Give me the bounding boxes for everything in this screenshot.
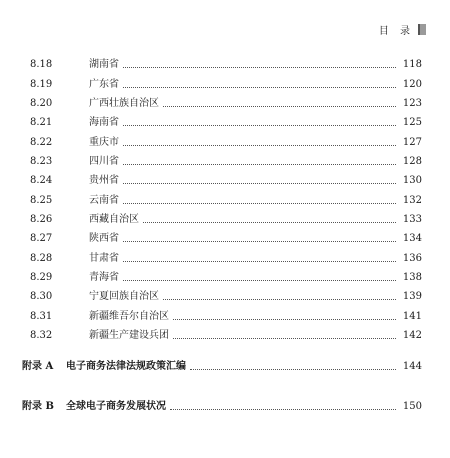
dot-leader <box>123 124 396 126</box>
entry-number: 8.19 <box>30 78 53 90</box>
entry-number: 8.31 <box>30 310 53 322</box>
toc-entry[interactable] <box>0 265 450 284</box>
entry-page: 141 <box>402 310 422 322</box>
entry-page: 125 <box>402 117 422 129</box>
entry-title: 甘肃省 <box>89 252 119 264</box>
toc-entry[interactable] <box>0 226 450 245</box>
entry-page: 120 <box>402 78 422 90</box>
toc-entry[interactable] <box>0 284 450 303</box>
entry-title: 贵州省 <box>89 175 119 187</box>
entry-page: 142 <box>402 330 422 342</box>
entry-page: 118 <box>402 59 422 71</box>
toc-entry[interactable] <box>0 129 450 148</box>
entry-page: 133 <box>402 214 422 226</box>
entry-number: 8.26 <box>30 214 53 226</box>
entry-title: 重庆市 <box>89 136 119 148</box>
entry-page: 134 <box>402 233 422 245</box>
entry-page: 138 <box>402 272 422 284</box>
entry-title: 新疆生产建设兵团 <box>89 330 169 342</box>
entry-number: 8.30 <box>30 291 53 303</box>
toc-entry[interactable] <box>0 187 450 206</box>
dot-leader <box>123 86 396 88</box>
entry-number: 8.18 <box>30 59 53 71</box>
entry-number: 8.24 <box>30 175 53 187</box>
dot-leader <box>123 144 396 146</box>
appendix-page: 150 <box>402 401 422 412</box>
entry-title: 广西壮族自治区 <box>89 98 159 110</box>
toc-entry[interactable] <box>0 168 450 187</box>
entry-number: 8.20 <box>30 98 53 110</box>
appendix-entry-b[interactable] <box>0 401 450 413</box>
dot-leader <box>123 260 396 262</box>
toc-entry[interactable] <box>0 91 450 110</box>
entry-number: 8.22 <box>30 136 53 148</box>
entry-page: 128 <box>402 156 422 168</box>
toc-entry[interactable] <box>0 52 450 71</box>
dot-leader <box>123 202 396 204</box>
entry-title: 新疆维吾尔自治区 <box>89 310 169 322</box>
appendix-title: 全球电子商务发展状况 <box>66 401 166 412</box>
page-header <box>379 22 426 36</box>
entry-title: 宁夏回族自治区 <box>89 291 159 303</box>
entry-title: 四川省 <box>89 156 119 168</box>
dot-leader <box>190 368 396 370</box>
dot-leader <box>173 318 396 320</box>
dot-leader <box>143 221 396 223</box>
appendix-label: 附录 B <box>22 401 54 412</box>
toc-entry[interactable] <box>0 110 450 129</box>
entry-title: 广东省 <box>89 78 119 90</box>
dot-leader <box>123 182 396 184</box>
entry-number: 8.23 <box>30 156 53 168</box>
entry-number: 8.25 <box>30 194 53 206</box>
appendix-title: 电子商务法律法规政策汇编 <box>66 361 186 372</box>
dot-leader <box>163 298 396 300</box>
entry-title: 海南省 <box>89 117 119 129</box>
appendix-label: 附录 A <box>22 361 54 372</box>
appendix-entry-a[interactable] <box>0 361 450 373</box>
dot-leader <box>123 66 396 68</box>
entry-page: 136 <box>402 252 422 264</box>
header-label: 目 录 <box>378 25 414 37</box>
toc-entry[interactable] <box>0 303 450 322</box>
entry-page: 130 <box>402 175 422 187</box>
header-bar-decoration <box>418 24 426 35</box>
entry-number: 8.32 <box>30 330 53 342</box>
entry-page: 127 <box>402 136 422 148</box>
dot-leader <box>123 279 396 281</box>
appendix-page: 144 <box>402 361 422 372</box>
entry-number: 8.21 <box>30 117 53 129</box>
dot-leader <box>173 337 396 339</box>
entry-title: 云南省 <box>89 194 119 206</box>
dot-leader <box>123 163 396 165</box>
entry-page: 139 <box>402 291 422 303</box>
toc-entry[interactable] <box>0 245 450 264</box>
entry-number: 8.29 <box>30 272 53 284</box>
toc-entry[interactable] <box>0 71 450 90</box>
entry-page: 123 <box>402 98 422 110</box>
entry-title: 青海省 <box>89 272 119 284</box>
dot-leader <box>170 408 396 410</box>
toc-entries <box>0 52 450 342</box>
entry-title: 湖南省 <box>89 59 119 71</box>
toc-entry[interactable] <box>0 323 450 342</box>
toc-entry[interactable] <box>0 207 450 226</box>
entry-title: 陕西省 <box>89 233 119 245</box>
entry-number: 8.27 <box>30 233 53 245</box>
toc-entry[interactable] <box>0 149 450 168</box>
dot-leader <box>163 105 396 107</box>
entry-number: 8.28 <box>30 252 53 264</box>
entry-title: 西藏自治区 <box>89 214 139 226</box>
entry-page: 132 <box>402 194 422 206</box>
dot-leader <box>123 240 396 242</box>
